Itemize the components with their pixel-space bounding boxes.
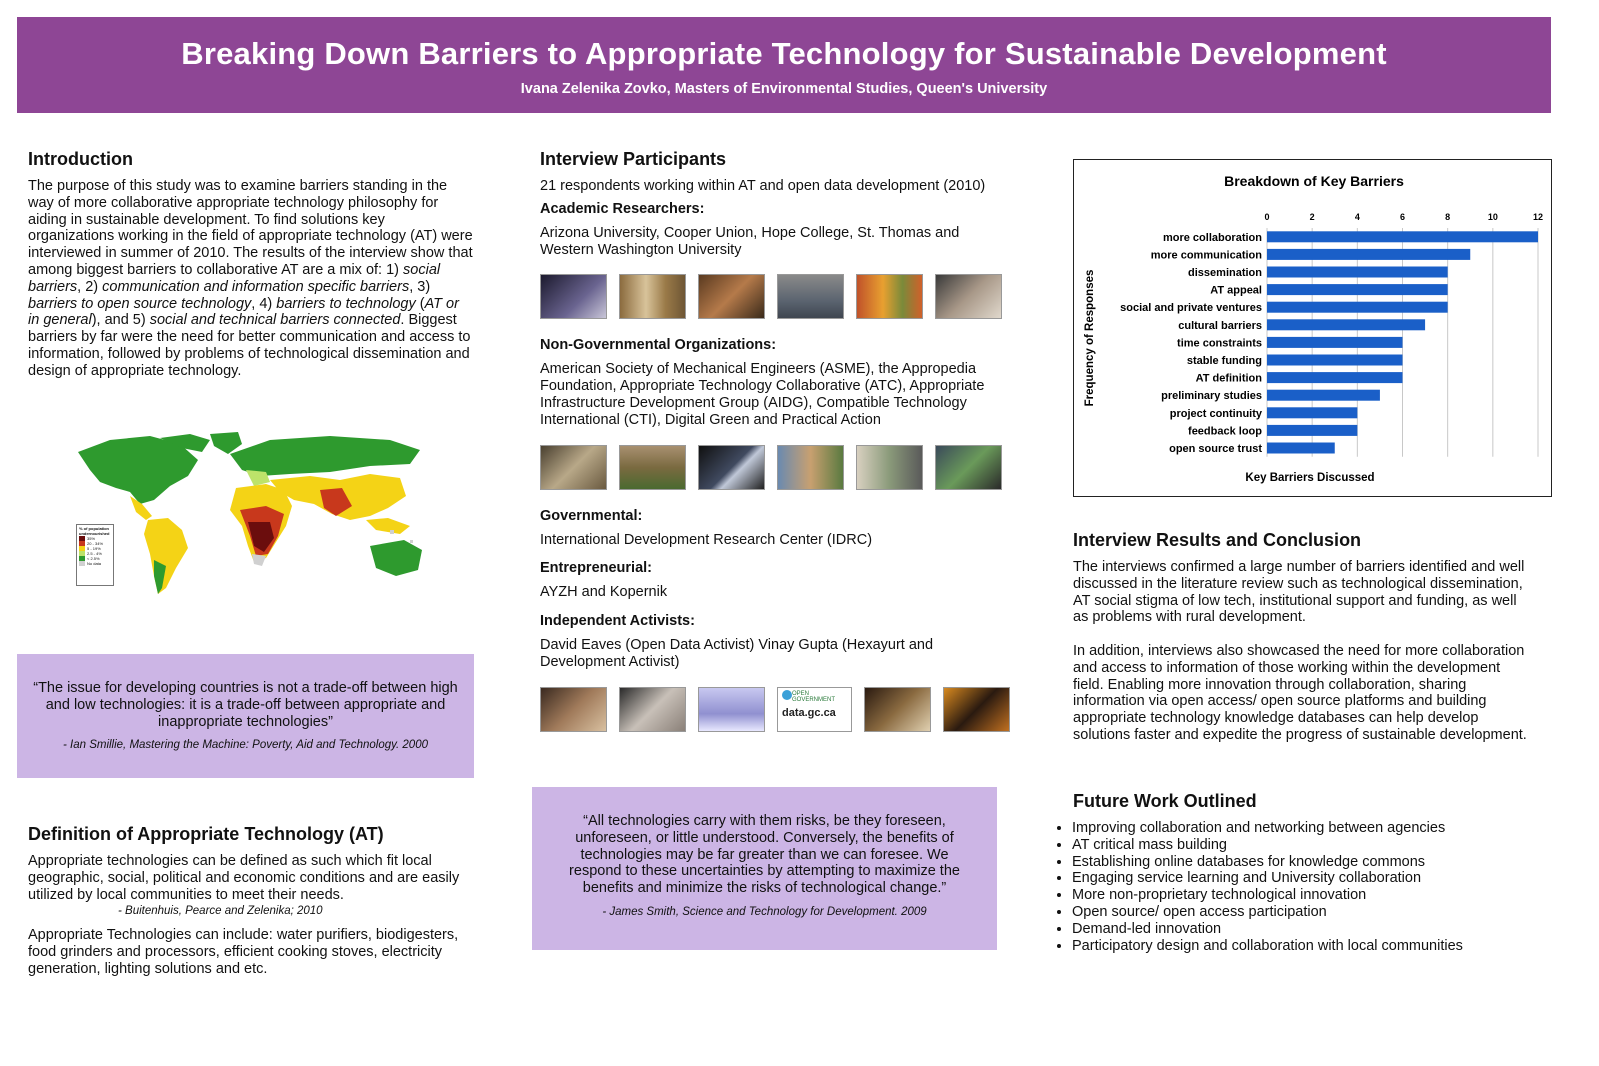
introduction-heading: Introduction	[28, 149, 133, 169]
definition-cite: - Buitenhuis, Pearce and Zelenika; 2010	[118, 905, 323, 918]
chart-category-label: preliminary studies	[1161, 390, 1262, 403]
photo-laptop	[540, 274, 607, 319]
chart-bar	[1267, 337, 1403, 348]
photo-woman	[540, 687, 607, 732]
barriers-chart	[1073, 159, 1552, 497]
chart-category-label: project continuity	[1169, 407, 1262, 420]
logo-tagline: OPEN GOVERNMENT	[792, 690, 836, 703]
chart-category-label: dissemination	[1188, 267, 1262, 279]
photo-bicycle	[777, 274, 844, 319]
photo-crowd	[856, 445, 923, 490]
photo-field	[619, 445, 686, 490]
map-legend-label: 5 - 19%	[87, 546, 101, 551]
chart-y-axis-label: Frequency of Responses	[1084, 269, 1096, 407]
future-work-item: • Establishing online databases for knowledge commons	[1072, 854, 1536, 871]
results-section	[1073, 530, 1533, 744]
participants-heading: Interview Participants	[540, 149, 727, 169]
ngo-heading: Non-Governmental Organizations:	[540, 337, 777, 354]
chart-category-label: stable funding	[1186, 355, 1262, 367]
map-legend-title: % of population undernourished	[79, 526, 110, 536]
barriers-chart-svg	[1074, 160, 1551, 496]
academic-photos	[540, 274, 1010, 319]
definition-section	[28, 824, 474, 978]
map-legend-item	[79, 561, 111, 566]
future-work-item: • Engaging service learning and University collaboration	[1072, 870, 1536, 887]
quote-smith-text: “All technologies carry with them risks, be they foreseen, unforeseen, or little understood. Conversely, the benefits of technologies may be far greater than we can foresee. We respond to these uncertainties by attempting to maximize the benefits and minimize the risks of technological change.”	[569, 813, 960, 897]
chart-tick-label: 10	[1487, 212, 1498, 222]
chart-category-label: AT appeal	[1210, 284, 1262, 297]
definition-examples: Appropriate Technologies can include: water purifiers, biodigesters, food grinders and processors, efficient cooking stoves, electricity generation, lighting solutions and etc.	[28, 927, 459, 977]
chart-bar	[1267, 372, 1403, 383]
chart-category-label: AT definition	[1195, 372, 1262, 385]
future-work-item: • Demand-led innovation	[1072, 921, 1536, 938]
chart-bar	[1267, 267, 1448, 278]
future-work-item: • AT critical mass building	[1072, 837, 1536, 854]
chart-tick-label: 12	[1532, 212, 1544, 222]
quote-smillie	[17, 654, 474, 778]
photo-group	[856, 274, 923, 319]
map-legend	[76, 524, 114, 586]
chart-category-label: social and private ventures	[1120, 302, 1262, 315]
chart-category-label: cultural barriers	[1178, 319, 1262, 332]
chart-bar	[1267, 355, 1403, 366]
chart-tick-label: 4	[1354, 212, 1360, 222]
chart-category-label: open source trust	[1169, 443, 1262, 455]
logo-wordmark: data.gc.ca	[782, 706, 836, 719]
chart-bar	[1267, 425, 1357, 436]
chart-category-label: time constraints	[1177, 337, 1262, 350]
participants-section	[540, 149, 1010, 750]
map-legend-label: 35%	[87, 536, 96, 541]
ngo-list: American Society of Mechanical Engineers (ASME), the Appropedia Foundation, Appropriate Technology Collaborative (ATC), Appropriate Infrastructure Development Group (AIDG), Compatible Technology International (CTI), Digital Green and Practical Action	[540, 361, 985, 428]
map-legend-label: No data	[87, 561, 102, 566]
gov-list: International Development Research Center (IDRC)	[540, 531, 873, 548]
ent-list: AYZH and Kopernik	[540, 584, 668, 601]
chart-bar	[1267, 249, 1470, 260]
future-work-item: • Open source/ open access participation	[1072, 904, 1536, 921]
chart-tick-label: 0	[1264, 212, 1270, 222]
chart-x-axis-label: Key Barriers Discussed	[1245, 472, 1375, 484]
chart-tick-label: 6	[1399, 212, 1406, 222]
photo-night-light	[698, 445, 765, 490]
quote-smith-cite: - James Smith, Science and Technology for Development. 2009	[602, 905, 927, 918]
chart-bar	[1267, 443, 1335, 454]
future-work-item: • Participatory design and collaboration with local communities	[1072, 938, 1536, 955]
future-work-list	[1056, 820, 1536, 954]
chart-title: Breakdown of Key Barriers	[1224, 173, 1404, 189]
world-hunger-map	[70, 430, 435, 600]
poster-author: Ivana Zelenika Zovko, Masters of Environmental Studies, Queen's University	[520, 81, 1048, 97]
participants-summary: 21 respondents working within AT and open data development (2010)	[540, 178, 986, 194]
chart-category-label: more collaboration	[1162, 231, 1262, 244]
introduction-text: The purpose of this study was to examine barriers standing in the way of more collaborative appropriate technology philosophy for aiding in sustainable development. To find solutions key organizations working in the field of appropriate technology (AT) were interviewed in summer of 2010. The results of the interview show that among biggest barriers to collaborative AT are a mix of: 1) social barriers, 2) communication and information specific barriers, 3) barriers to open source technology, 4) barriers to technology (AT or in general), and 5) social and technical barriers connected. Biggest barriers by far were the need for better communication and access to information, followed by problems of technological dissemination and design of appropriate technology.	[28, 178, 473, 379]
ent-heading: Entrepreneurial:	[540, 560, 652, 577]
quote-smith	[532, 787, 997, 950]
photo-jars	[619, 274, 686, 319]
photo-villagers	[777, 445, 844, 490]
photo-grinder	[540, 445, 607, 490]
chart-tick-label: 2	[1309, 212, 1315, 222]
results-paragraph-2: In addition, interviews also showcased the need for more collaboration and access to information of those working within the development field. Enabling more innovation through collaboration, sharing information via open access/ open source platforms and building appropriate technology knowledge databases can help develop solutions faster and expedite the progress of sustainable development.	[1073, 642, 1527, 743]
photo-lab	[935, 274, 1002, 319]
poster-title: Breaking Down Barriers to Appropriate Technology for Sustainable Development	[181, 36, 1387, 71]
photo-stove	[935, 445, 1002, 490]
chart-bar	[1267, 284, 1448, 295]
ind-heading: Independent Activists:	[540, 613, 695, 630]
chart-category-label: feedback loop	[1188, 425, 1262, 438]
photo-workshop	[698, 274, 765, 319]
world-map-image	[70, 430, 435, 600]
future-work-item: • Improving collaboration and networking between agencies	[1072, 820, 1536, 837]
quote-smillie-text: “The issue for developing countries is not a trade-off between high and low technologies: it is a trade-off between appropriate and inappropriate technologies”	[33, 680, 458, 730]
academic-heading: Academic Researchers:	[540, 200, 705, 217]
photo-hexayurt	[698, 687, 765, 732]
chart-bar	[1267, 231, 1538, 242]
gov-heading: Governmental:	[540, 507, 643, 524]
chart-bar	[1267, 390, 1380, 401]
photo-device	[619, 687, 686, 732]
future-work-heading: Future Work Outlined	[1073, 791, 1257, 811]
ind-list: David Eaves (Open Data Activist) Vinay Gupta (Hexayurt and Development Activist)	[540, 637, 934, 670]
definition-text: Appropriate technologies can be defined as such which fit local geographic, social, political and economic conditions and are easily utilized by local communities to meet their needs.	[28, 853, 460, 903]
other-photos	[540, 687, 1010, 732]
open-government-logo	[777, 687, 852, 732]
map-legend-label: 2.5 - 4%	[87, 551, 102, 556]
chart-category-label: more communication	[1150, 249, 1262, 262]
academic-list: Arizona University, Cooper Union, Hope College, St. Thomas and Western Washington University	[540, 224, 960, 258]
chart-bar	[1267, 302, 1448, 313]
photo-meeting	[864, 687, 931, 732]
chart-tick-label: 8	[1445, 212, 1451, 222]
map-legend-label: < 2.5%	[87, 556, 100, 561]
chart-bar	[1267, 319, 1425, 330]
introduction-section	[28, 149, 474, 380]
map-legend-label: 20 - 34%	[87, 541, 104, 546]
results-heading: Interview Results and Conclusion	[1073, 530, 1362, 550]
ngo-photos	[540, 445, 1010, 490]
definition-heading: Definition of Appropriate Technology (AT)	[28, 824, 384, 844]
photo-kids	[943, 687, 1010, 732]
quote-smillie-cite: - Ian Smillie, Mastering the Machine: Poverty, Aid and Technology. 2000	[62, 739, 428, 752]
chart-bar	[1267, 407, 1357, 418]
future-work-section	[1056, 791, 1536, 954]
results-paragraph-1: The interviews confirmed a large number of barriers identified and well discussed in the literature review such as technological dissemination, AT social stigma of low tech, institutional support and funding, as well as problems with rural development.	[1073, 559, 1525, 626]
map-legend-swatch	[79, 561, 85, 566]
future-work-item: • More non-proprietary technological innovation	[1072, 887, 1536, 904]
title-banner	[17, 17, 1551, 113]
